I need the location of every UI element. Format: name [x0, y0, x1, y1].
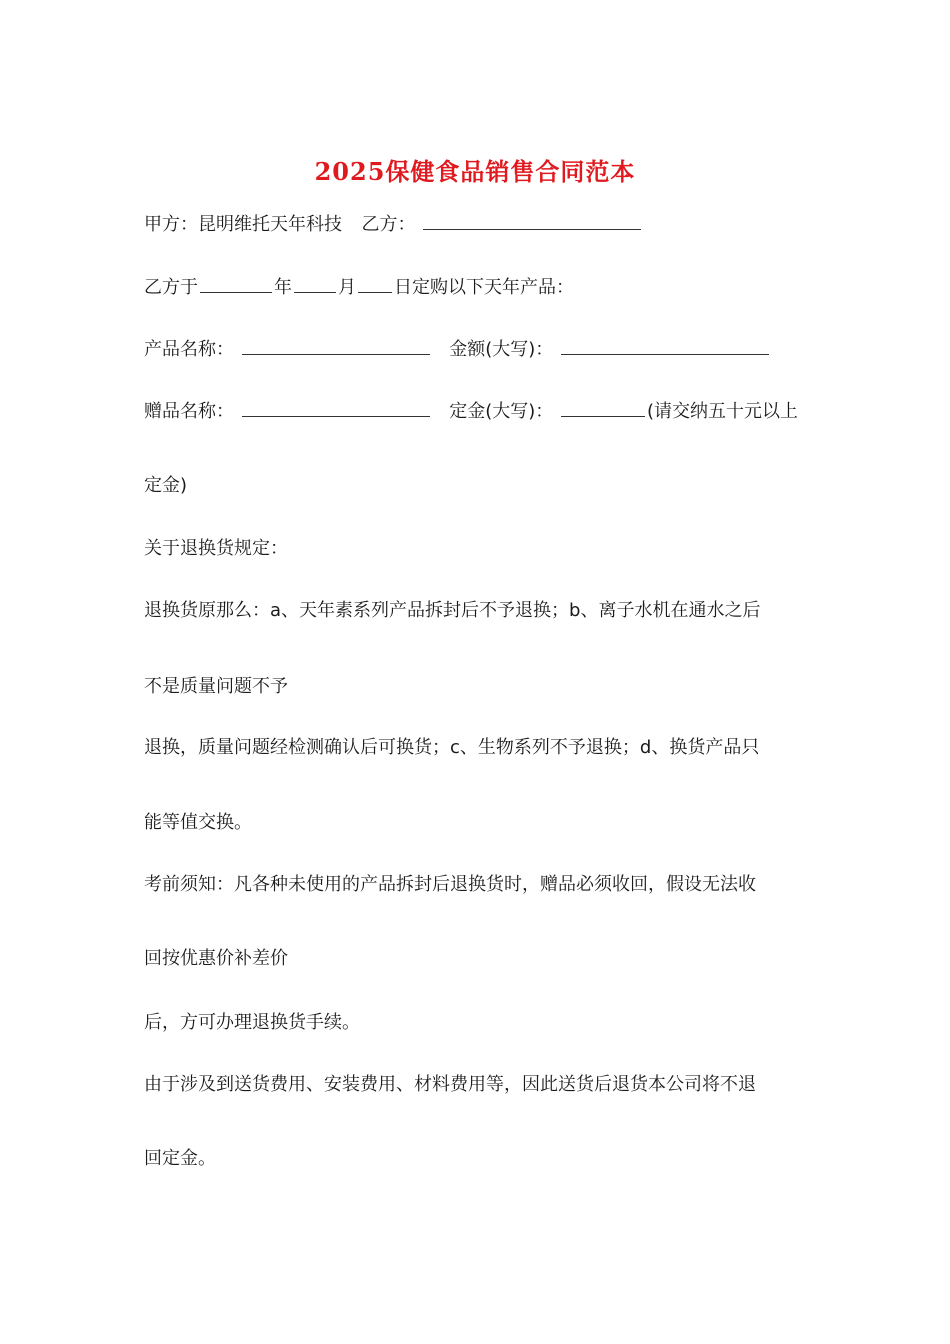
month-blank[interactable] [294, 274, 336, 293]
deposit-note: (请交纳五十元以上 [646, 401, 799, 422]
order-date-suffix: 日定购以下天年产品： [394, 277, 574, 298]
product-name-blank[interactable] [242, 336, 430, 355]
party-b-label: 乙方： [361, 214, 416, 235]
paragraph-line: 能等值交换。 [144, 812, 252, 833]
amount-label: 金额(大写)： [449, 339, 554, 360]
paragraph-line: 回按优惠价补差价 [144, 948, 288, 969]
amount-blank[interactable] [561, 336, 769, 355]
gift-name-label: 赠品名称： [144, 401, 234, 422]
year-blank[interactable] [200, 274, 272, 293]
party-line [144, 211, 643, 238]
deposit-blank[interactable] [561, 398, 645, 417]
party-a-label: 甲方：昆明维托天年科技 [144, 214, 342, 235]
paragraph-line: 退换，质量问题经检测确认后可换货；c、生物系列不予退换；d、换货产品只 [144, 737, 760, 758]
paragraph-line: 退换货原那么：a、天年素系列产品拆封后不予退换；b、离子水机在通水之后 [144, 600, 761, 621]
year-label: 年 [274, 277, 292, 298]
month-label: 月 [338, 277, 356, 298]
product-line [144, 336, 771, 363]
paragraph-line: 定金) [144, 475, 188, 496]
order-date-prefix: 乙方于 [144, 277, 198, 298]
gift-name-blank[interactable] [242, 398, 430, 417]
gift-line [144, 398, 798, 425]
paragraph-line: 不是质量问题不予 [144, 676, 288, 697]
day-blank[interactable] [358, 274, 392, 293]
document-title: 2025保健食品销售合同范本 [314, 157, 636, 186]
deposit-label: 定金(大写)： [449, 401, 554, 422]
party-b-blank[interactable] [423, 211, 641, 230]
paragraph-line: 回定金。 [144, 1148, 216, 1169]
product-name-label: 产品名称： [144, 339, 234, 360]
paragraph-line: 考前须知：凡各种未使用的产品拆封后退换货时，赠品必须收回，假设无法收 [144, 874, 756, 895]
paragraph-line: 后，方可办理退换货手续。 [144, 1012, 360, 1033]
paragraph-line: 由于涉及到送货费用、安装费用、材料费用等，因此送货后退货本公司将不退 [144, 1074, 756, 1095]
section-heading: 关于退换货规定： [144, 538, 288, 559]
order-date-line [144, 274, 574, 301]
